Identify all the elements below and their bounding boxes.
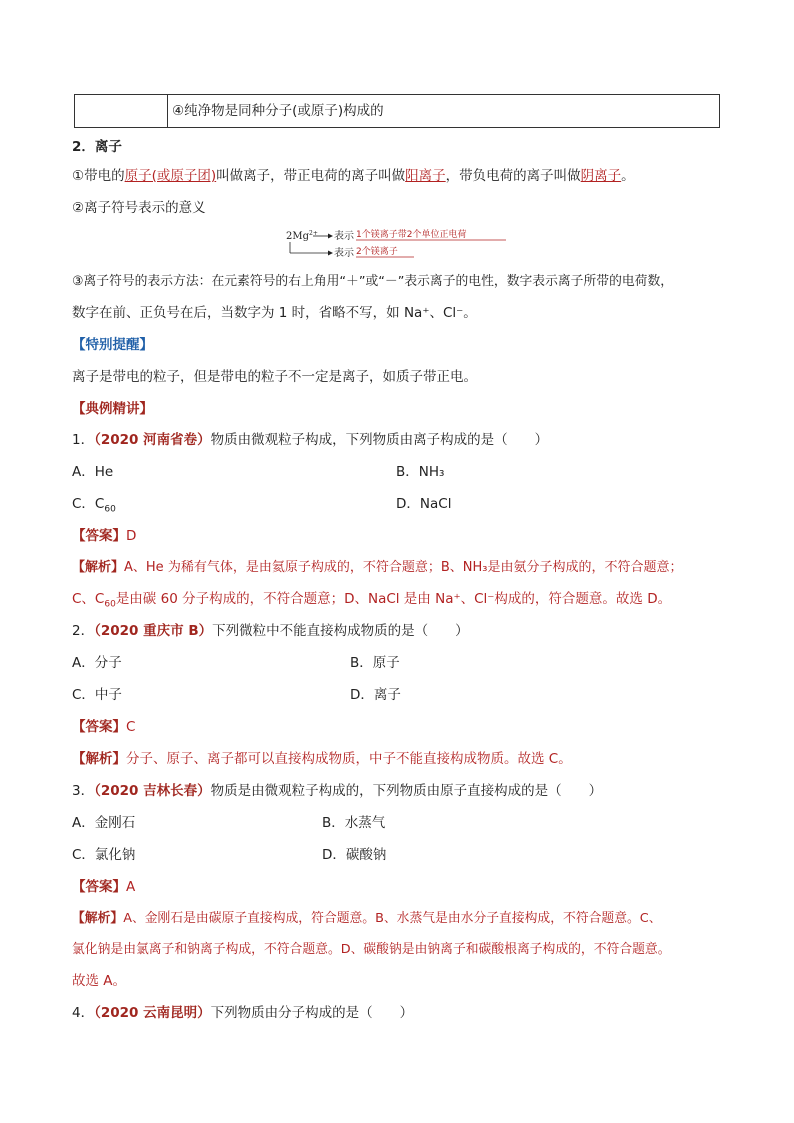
q2-answer: 【答案】C <box>72 719 136 735</box>
section-heading: 2．离子 <box>72 139 122 155</box>
reminder-text: 离子是带电的粒子，但是带电的粒子不一定是离子，如质子带正电。 <box>72 369 477 385</box>
question-1-source: （2020 河南省卷） <box>94 432 211 448</box>
underlined-term-atom: 原子(或原子团) <box>124 168 217 184</box>
q1-answer: 【答案】D <box>72 528 137 544</box>
q3-answer: 【答案】A <box>72 879 136 895</box>
question-1-stem: 1．（2020 河南省卷）物质由微观粒子构成，下列物质由离子构成的是（ ） <box>72 432 549 448</box>
q3-analysis-line-3: 故选 A。 <box>72 973 127 989</box>
q2-option-d: D．离子 <box>350 687 401 703</box>
question-4-source: （2020 云南昆明） <box>94 1005 211 1021</box>
q1-option-d: D．NaCl <box>396 496 452 512</box>
question-2-source: （2020 重庆市 B） <box>94 623 213 639</box>
question-3-source: （2020 吉林长春） <box>94 783 211 799</box>
underlined-term-anion: 阴离子 <box>580 168 622 184</box>
underlined-term-cation: 阳离子 <box>405 168 446 184</box>
ion-notation-line-2: 数字在前、正负号在后，当数字为 1 时，省略不写，如 Na⁺、Cl⁻。 <box>72 305 477 321</box>
q2-option-a: A．分子 <box>72 655 122 671</box>
q2-option-b: B．原子 <box>350 655 400 671</box>
ion-notation-line-1: ③离子符号的表示方法：在元素符号的右上角用“＋”或“－”表示离子的电性，数字表示离子所带的电荷数， <box>72 274 674 289</box>
diagram-label-1: 表示 <box>334 231 354 242</box>
diagram-meaning-2: 2个镁离子 <box>356 247 398 257</box>
q1-analysis-line-2: C、$C_{60}$是由碳 60 分子构成的，不符合题意；D、NaCl 是由 Na⁺、Cl⁻构成的，符合题意。故选 D。 <box>72 591 672 610</box>
q1-option-c: C．$C_{60}$ <box>72 496 116 515</box>
q2-analysis: 【解析】分子、原子、离子都可以直接构成物质，中子不能直接构成物质。故选 C。 <box>72 751 572 767</box>
q3-option-c: C．氯化钠 <box>72 847 136 863</box>
q3-analysis-line-2: 氯化钠是由氯离子和钠离子构成，不符合题意。D、碳酸钠是由钠离子和碳酸根离子构成的，不符合题意。 <box>72 942 671 957</box>
reminder-heading: 【特别提醒】 <box>72 337 153 353</box>
question-3-stem: 3．（2020 吉林长春）物质是由微观粒子构成的，下列物质由原子直接构成的是（ ） <box>72 783 603 799</box>
q2-option-c: C．中子 <box>72 687 122 703</box>
question-4-stem: 4．（2020 云南昆明）下列物质由分子构成的是（ ） <box>72 1005 414 1021</box>
diagram-arrowhead-2 <box>328 251 333 256</box>
q3-option-b: B．水蒸气 <box>322 815 386 831</box>
diagram-meaning-1: 1个镁离子带2个单位正电荷 <box>356 230 467 240</box>
q3-analysis-line-1: 【解析】A、金刚石是由碳原子直接构成，符合题意。B、水蒸气是由水分子直接构成，不符合题意。C、 <box>72 911 662 926</box>
q1-option-a: A．He <box>72 464 114 480</box>
ion-symbol-meaning: ②离子符号表示的意义 <box>72 200 206 216</box>
diagram-symbol: $2Mg^{2+}$ <box>286 230 318 242</box>
q3-option-d: D．碳酸钠 <box>322 847 387 863</box>
table-cell-text: ④纯净物是同种分子(或原子)构成的 <box>172 103 384 119</box>
examples-heading: 【典例精讲】 <box>72 401 153 417</box>
ion-diagram-svg <box>286 226 526 262</box>
q1-option-b: B．NH₃ <box>396 464 445 480</box>
q1-analysis-line-1: 【解析】A、He 为稀有气体，是由氦原子构成的，不符合题意；B、NH₃是由氨分子构成的，不符合题意； <box>72 560 683 575</box>
ion-definition: ①带电的原子(或原子团)叫做离子，带正电荷的离子叫做阳离子，带负电荷的离子叫做阴离子。 <box>72 168 635 184</box>
ion-symbol-diagram <box>286 226 526 262</box>
diagram-arrowhead-1 <box>328 234 333 239</box>
diagram-label-2: 表示 <box>334 248 354 259</box>
summary-table-row <box>74 94 720 128</box>
question-2-stem: 2．（2020 重庆市 B）下列微粒中不能直接构成物质的是（ ） <box>72 623 469 639</box>
table-cell-empty <box>75 95 168 127</box>
q3-option-a: A．金刚石 <box>72 815 136 831</box>
